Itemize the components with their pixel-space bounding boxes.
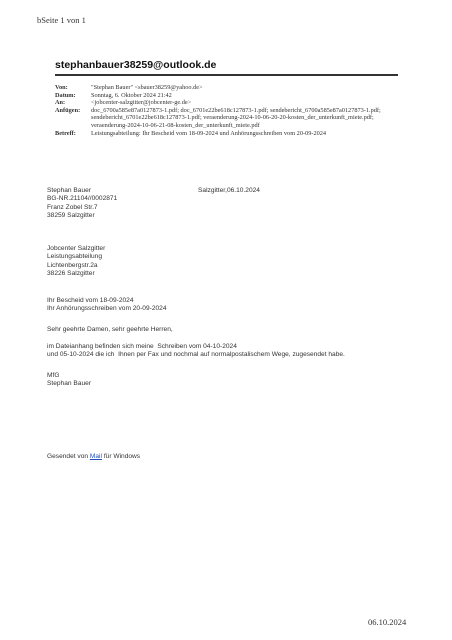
mail-header-value: <jobcenter-salzgitter@jobcenter-ge.de> [91,99,192,107]
mail-header-row-from [55,84,400,92]
mail-header-label: Anfügen: [55,106,81,114]
mail-header-row-date [55,92,400,100]
address-line: Lichtenbergstr.2a [47,261,98,269]
letter-greeting: Sehr geehrte Damen, sehr geehrte Herren, [47,326,173,333]
closing-line: Stephan Bauer [47,380,91,388]
letter-place-date: Salzgitter,06.10.2024 [198,187,260,194]
letter-body-paragraph [47,343,407,360]
mail-header-row-attachments [55,107,400,130]
header-divider [55,74,398,76]
letter-subject [47,297,167,314]
mail-header-value: "Stephan Bauer" <sbauer38259@yahoo.de> [91,84,203,91]
address-line: 38259 Salzgitter [47,212,95,220]
subject-line: Ihr Anhörungsschreiben vom 20-09-2024 [47,305,167,313]
mail-header-label: Datum: [55,91,76,99]
sent-with-prefix: Gesendet von [47,453,90,460]
mail-header-value: Sonntag, 6. Oktober 2024 21:42 [91,91,172,99]
mail-header-label: Betreff: [55,129,76,137]
subject-line: Ihr Bescheid vom 18-09-2024 [47,297,134,304]
paragraph-line: im Dateianhang befinden sich meine Schreiben vom 04-10-2024 [47,343,237,350]
address-line: Stephan Bauer [47,187,91,194]
mail-header-label: Von: [55,84,68,91]
sender-email-heading: stephanbauer38259@outlook.de [55,59,217,71]
mail-header-label: An: [55,99,66,107]
mail-header-value: doc_6700a585e87a0127873-1.pdf; doc_6701e22be618c127873-1.pdf; sendebericht_6700a585e87a0127873-1.pdf; sendebericht_6701e22be618c127873-1.pdf; veraenderung-2024-10-06-20-20-kosten_der_unterkunft_miete.pdf; veraenderung-2024-10-06-21-08-kosten_der_unterkunft_miete.pdf [91,106,381,129]
mail-header-table [55,84,400,137]
sent-with-signature [47,453,140,461]
closing-line: MfG [47,372,60,379]
address-line: Franz Zobel Str.7 [47,203,98,211]
letter-recipient-address [47,245,105,279]
letter-sender-address [47,187,117,221]
mail-header-row-subject [55,130,400,138]
mail-app-link[interactable]: Mail [89,453,102,460]
letter-closing [47,372,91,389]
page-number-label: bSeite 1 von 1 [37,15,86,25]
paragraph-line: und 05-10-2024 die ich Ihnen per Fax und nochmal auf normalpostalischem Wege, zugesendet habe. [47,351,345,359]
mail-header-value: Leistungsabteilung: Ihr Bescheid vom 18-09-2024 und Anhörungsschreiben vom 20-09-2024 [91,129,327,137]
address-line: Leistungsabteilung [47,253,102,261]
sent-with-suffix: für Windows [101,453,141,460]
footer-date: 06.10.2024 [368,617,407,627]
address-line: Jobcenter Salzgitter [47,245,106,252]
mail-header-row-to [55,99,400,107]
address-line: BG-NR.21104//0002871 [47,195,118,203]
address-line: 38226 Salzgitter [47,270,95,278]
